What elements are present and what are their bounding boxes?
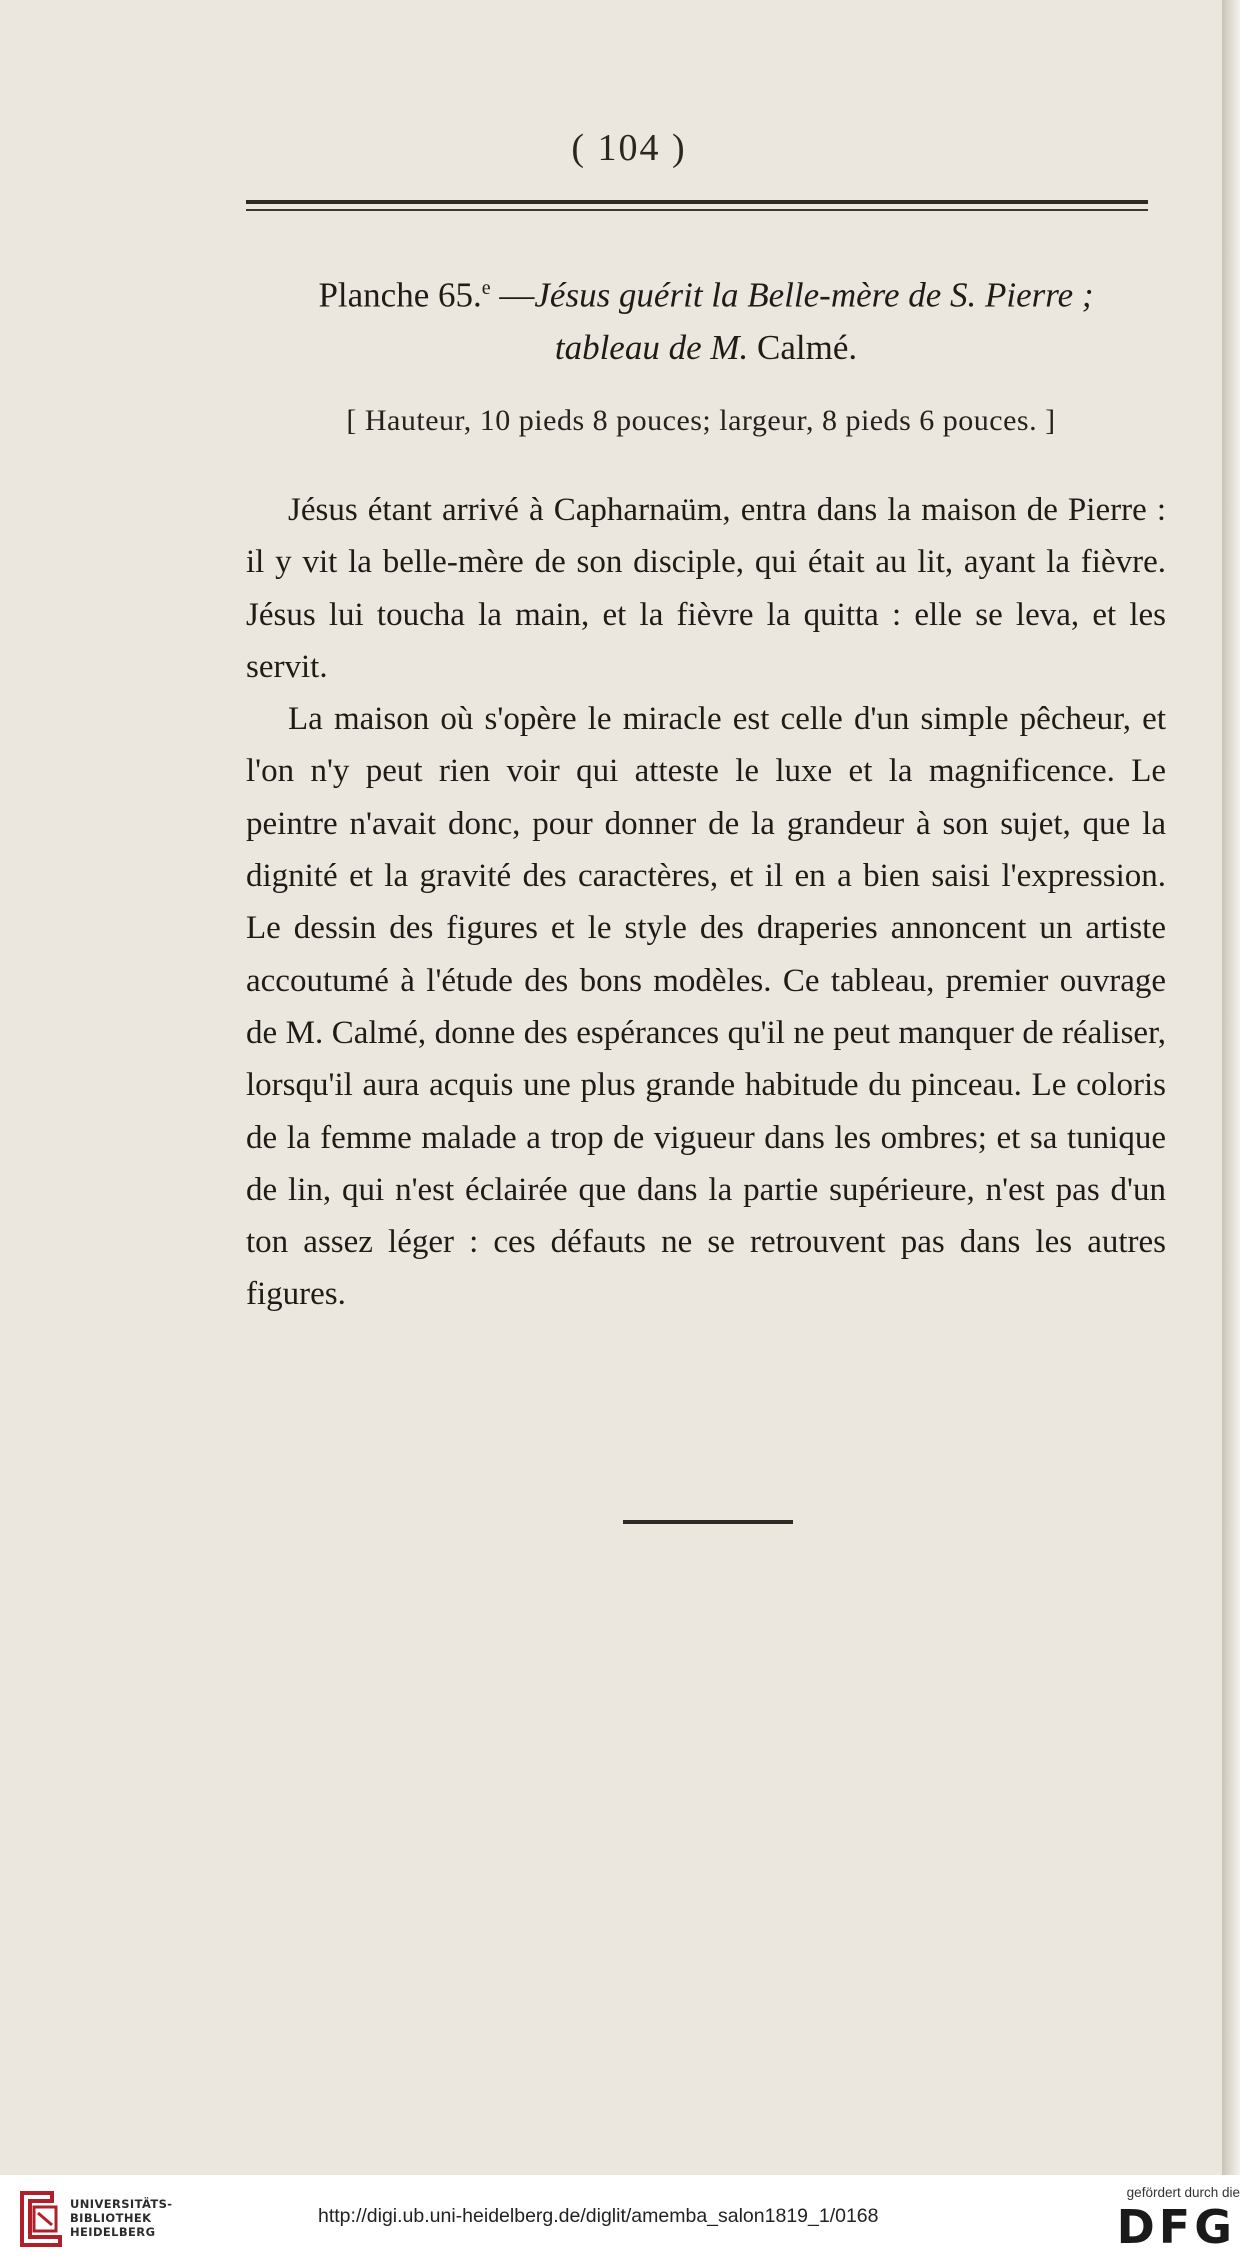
body-text [246,484,1166,1321]
plate-subject: Jésus guérit la Belle-mère de S. Pierre ; [534,275,1094,315]
title-tableau: tableau de M. [554,327,749,367]
plate-superscript: e [481,277,491,299]
title-dash: — [490,275,535,315]
dfg-logo: DFG [1116,2200,1236,2254]
rule-thin [246,209,1148,211]
page-edge-shadow [1222,0,1240,2175]
funding-caption: gefördert durch die [1126,2185,1240,2200]
closing-rule [623,1520,793,1524]
plate-label: Planche 65. [318,275,482,315]
paragraph-2: La maison où s'opère le miracle est celle d'un simple pêcheur, et l'on n'y peut rien voir qui atteste le luxe et la magnificence. Le peintre n'avait donc, pour donner de la grandeur à son sujet, que la dignité et la gravité des caractères, et il en a bien saisi l'expression. Le dessin des figures et le style des draperies annoncent un artiste accoutumé à l'étude des bons modèles. Ce tableau, premier ouvrage de M. Calmé, donne des espérances qu'il ne peut manquer de réaliser, lorsqu'il aura acquis une plus grande habitude du pinceau. Le coloris de la femme malade a trop de vigueur dans les ombres; et sa tunique de lin, qui n'est éclairée que dans la partie supérieure, n'est pas d'un ton assez léger : ces défauts ne se retrouvent pas dans les autres figures. [246,701,1166,1313]
paragraph-1: Jésus étant arrivé à Capharnaüm, entra dans la maison de Pierre : il y vit la belle-mère de son disciple, qui était au lit, ayant la fièvre. Jésus lui toucha la main, et la fièvre la quitta : elle se leva, et les servit. [246,492,1166,685]
header-double-rule [246,200,1148,214]
library-line-1: UNIVERSITÄTS- [70,2197,173,2211]
title-artist: Calmé. [748,327,858,367]
plate-dimensions: [ Hauteur, 10 pieds 8 pouces; largeur, 8 pieds 6 pouces. ] [346,404,1056,437]
library-line-3: HEIDELBERG [70,2225,156,2239]
library-name [70,2197,172,2239]
rule-thick [246,200,1148,204]
library-line-2: BIBLIOTHEK [70,2211,152,2225]
permalink-url[interactable]: http://digi.ub.uni-heidelberg.de/diglit/amemba_salon1819_1/0168 [318,2205,879,2227]
title-line-2 [246,322,1166,374]
plate-title [246,262,1166,374]
library-logo-icon [12,2187,70,2251]
title-line-1 [246,262,1166,322]
footer-bar [0,2175,1258,2265]
page-number: ( 104 ) [571,127,687,169]
